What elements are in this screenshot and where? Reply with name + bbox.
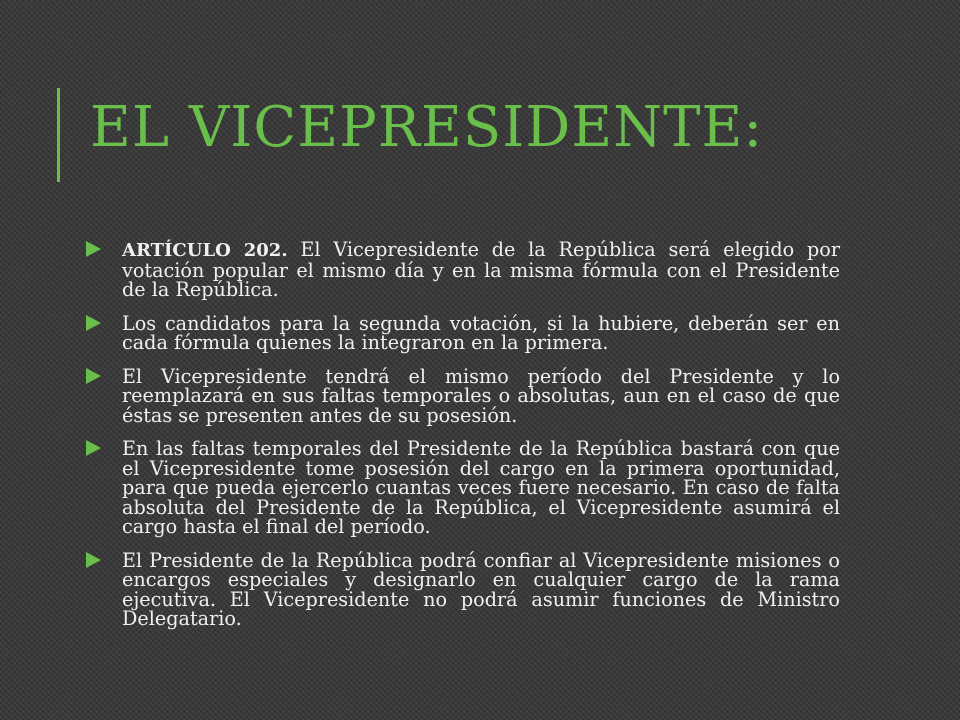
list-item-text: El Vicepresidente tendrá el mismo período del Presidente y lo reemplazará en sus faltas temporales o absolutas, aun en el caso de que éstas se presenten antes de su posesión. — [122, 364, 840, 427]
list-item-text: El Vicepresidente de la República será elegido por votación popular el mismo día y en la misma fórmula con el Presidente de la República. — [122, 238, 841, 301]
triangle-right-icon — [86, 368, 101, 384]
triangle-right-icon — [86, 440, 101, 456]
title-accent-bar — [57, 88, 60, 182]
bullet-list — [86, 240, 840, 643]
slide-title: EL VICEPRESIDENTE: — [90, 95, 764, 160]
list-item — [86, 548, 840, 630]
list-item — [86, 364, 840, 427]
list-item — [86, 439, 840, 537]
triangle-right-icon — [86, 315, 101, 331]
list-item — [86, 240, 840, 300]
triangle-right-icon — [86, 241, 101, 257]
list-item — [86, 311, 840, 354]
list-item-text: En las faltas temporales del Presidente de la República bastará con que el Vicepresidente tome posesión del cargo en la primera oportunidad, para que pueda ejercerlo cuantas veces fuere necesario. En caso de falta absoluta del Presidente de la República, el Vicepresidente asumirá el cargo hasta el final del período. — [122, 437, 840, 538]
article-heading: ARTÍCULO 202. — [122, 240, 288, 261]
list-item-text: Los candidatos para la segunda votación, si la hubiere, deberán ser en cada fórmula quienes la integraron en la primera. — [122, 311, 840, 354]
list-item-text: El Presidente de la República podrá confiar al Vicepresidente misiones o encargos especiales y designarlo en cualquier cargo de la rama ejecutiva. El Vicepresidente no podrá asumir funciones de Ministro Delegatario. — [122, 548, 840, 630]
triangle-right-icon — [86, 552, 101, 568]
